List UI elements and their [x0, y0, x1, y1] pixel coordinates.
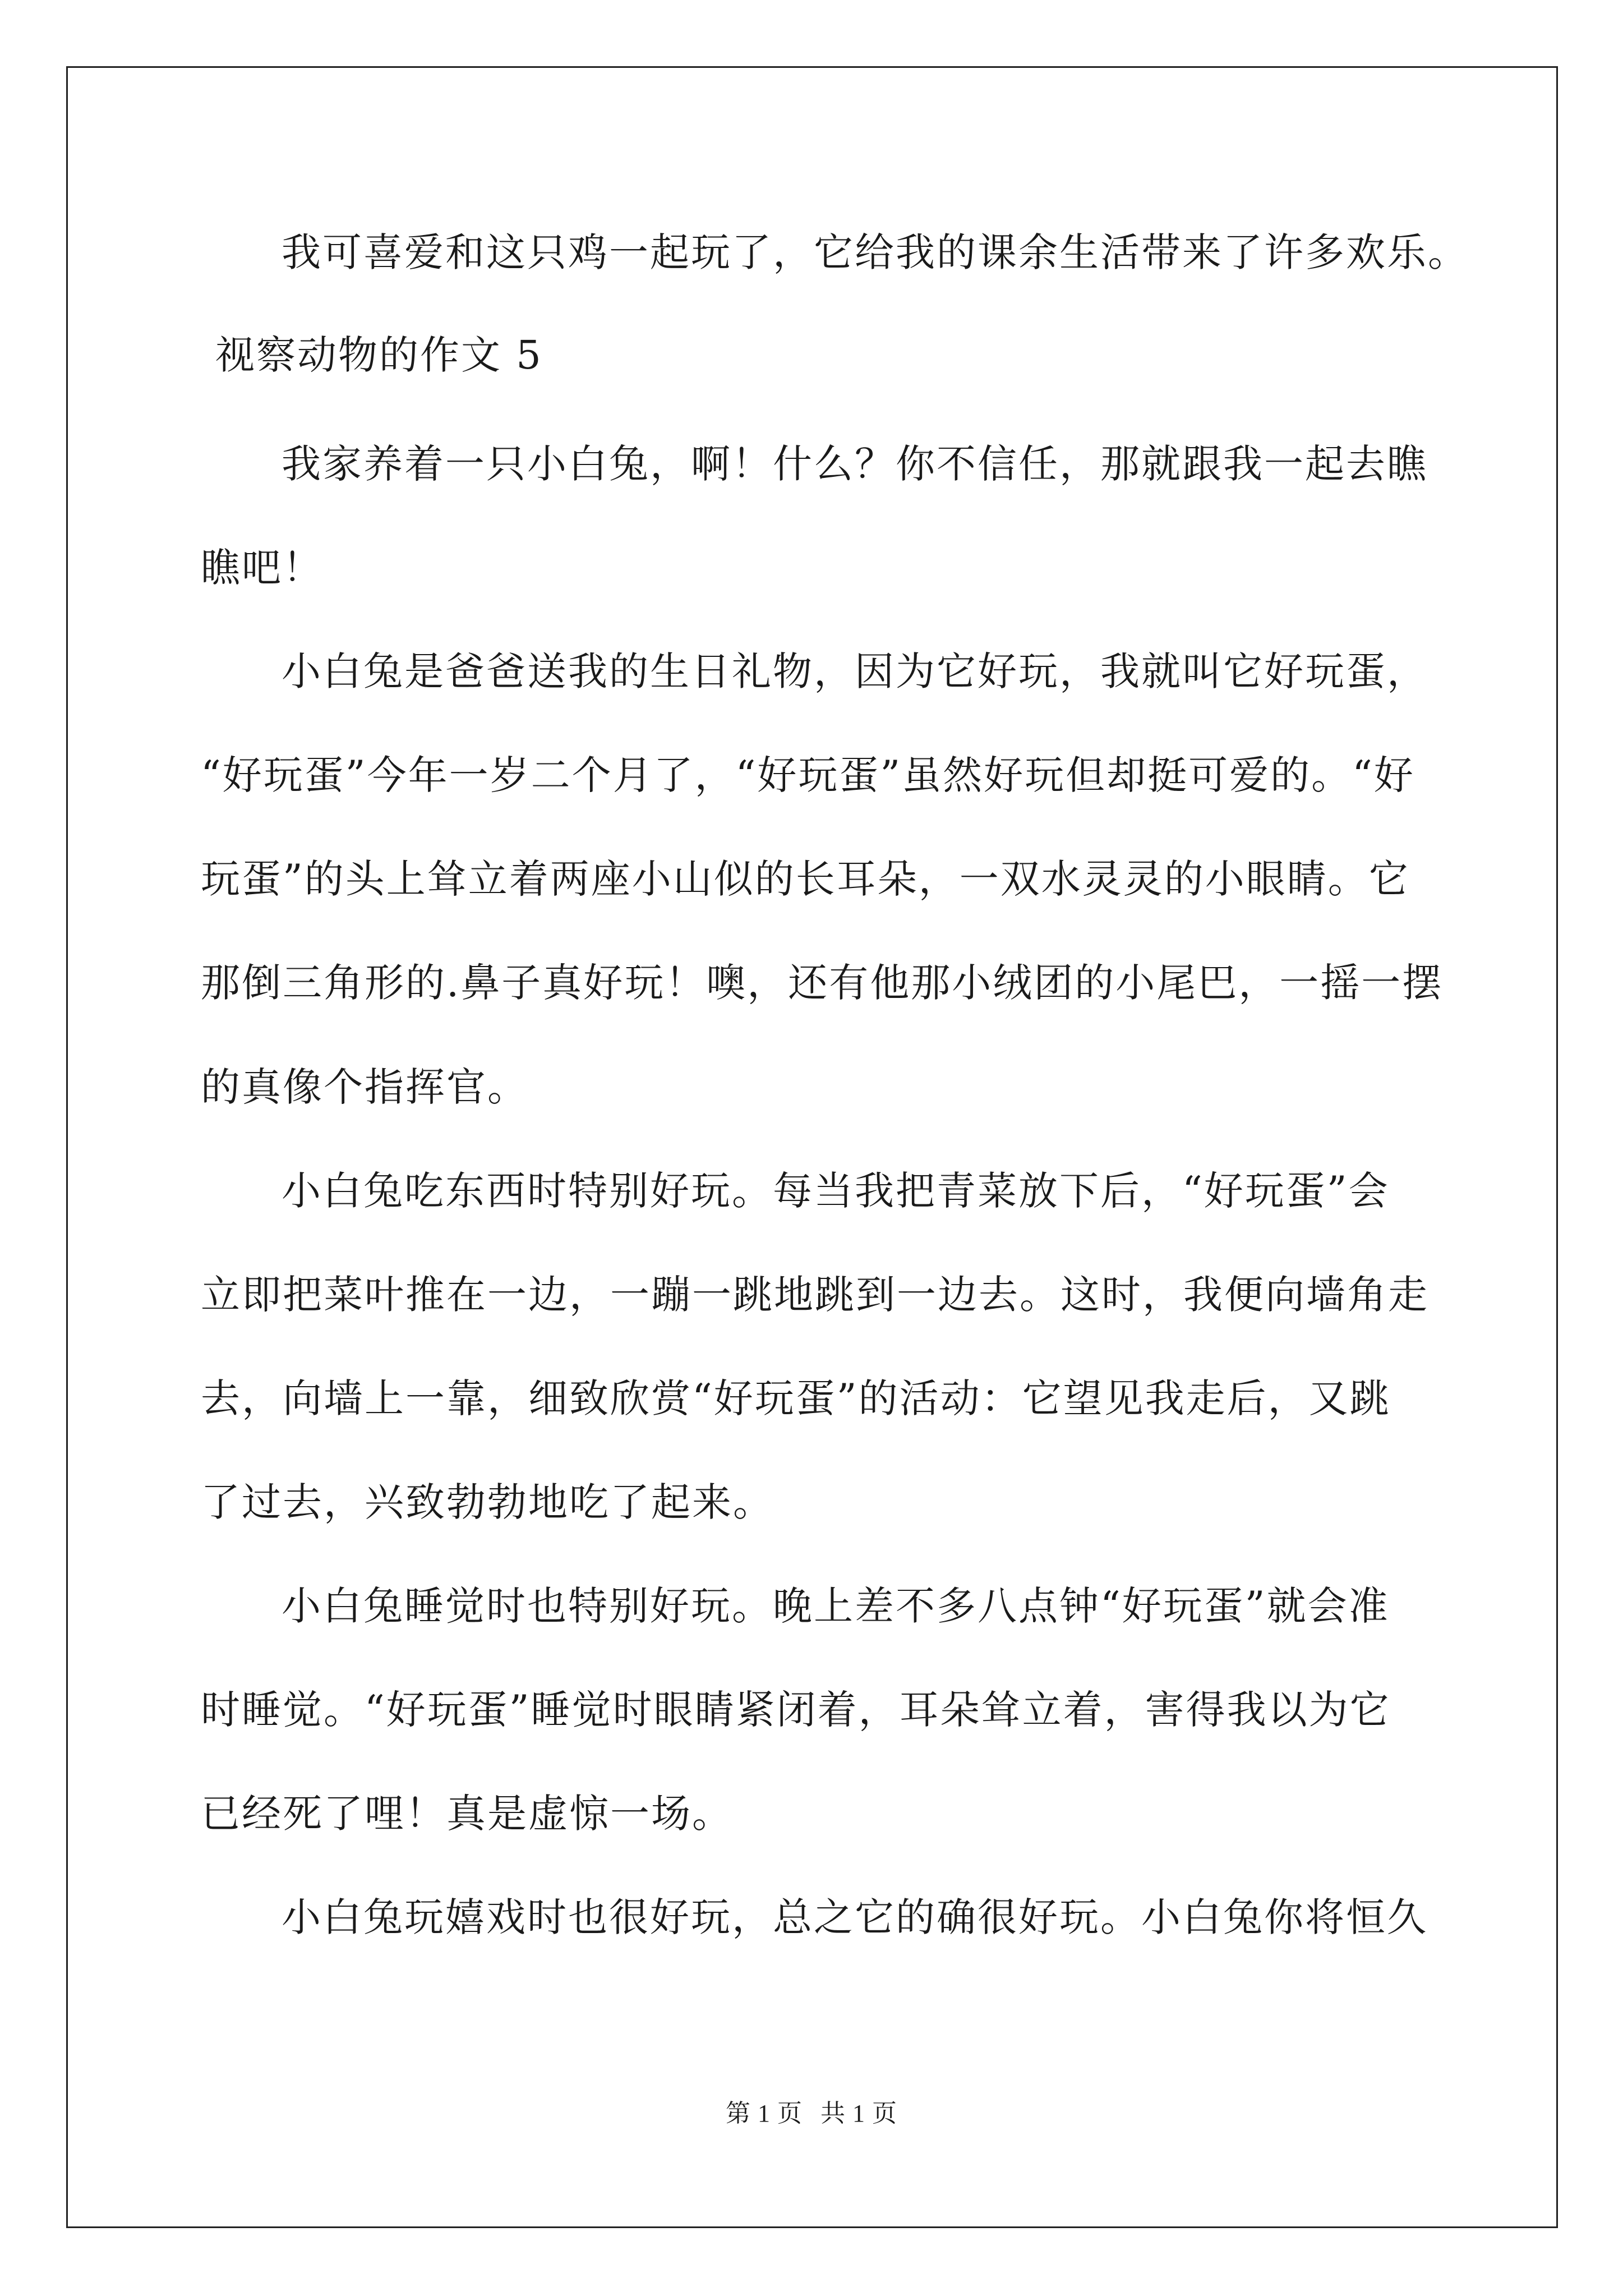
page-number-current: 第 1 页: [726, 2100, 803, 2127]
paragraph-line: 玩蛋”的头上耸立着两座小山似的长耳朵，一双水灵灵的小眼睛。它: [201, 856, 1410, 902]
paragraph-line: 已经死了哩！真是虚惊一场。: [201, 1791, 733, 1837]
page-footer: [0, 2098, 1623, 2129]
paragraph-line: 时睡觉。“好玩蛋”睡觉时眼睛紧闭着，耳朵耸立着，害得我以为它: [201, 1687, 1391, 1733]
paragraph-line: 的真像个指挥官。: [201, 1064, 528, 1110]
paragraph-line: 小白兔玩嬉戏时也很好玩，总之它的确很好玩。小白兔你将恒久: [282, 1894, 1428, 1940]
page-number-total: 共 1 页: [820, 2100, 897, 2127]
paragraph-line: 去，向墙上一靠，细致欣赏“好玩蛋”的活动：它望见我走后，又跳: [201, 1375, 1391, 1421]
paragraph-line: 我可喜爱和这只鸡一起玩了，它给我的课余生活带来了许多欢乐。: [282, 229, 1469, 275]
paragraph-line: 立即把菜叶推在一边，一蹦一跳地跳到一边去。这时，我便向墙角走: [201, 1272, 1429, 1318]
paragraph-line: 我家养着一只小白兔，啊！什么？你不信任，那就跟我一起去瞧: [282, 441, 1428, 487]
paragraph-line: 瞧吧！: [201, 545, 324, 591]
paragraph-line: 小白兔吃东西时特别好玩。每当我把青菜放下后，“好玩蛋”会: [282, 1168, 1390, 1214]
paragraph-line: 那倒三角形的.鼻子真好玩！噢，还有他那小绒团的小尾巴，一摇一摆: [201, 960, 1444, 1006]
paragraph-line: 小白兔睡觉时也特别好玩。晚上差不多八点钟“好玩蛋”就会准: [282, 1583, 1390, 1629]
section-heading: 视察动物的作文 5: [215, 332, 543, 378]
paragraph-line: 了过去，兴致勃勃地吃了起来。: [201, 1479, 774, 1525]
paragraph-line: “好玩蛋”今年一岁二个月了，“好玩蛋”虽然好玩但却挺可爱的。“好: [201, 752, 1415, 798]
paragraph-line: 小白兔是爸爸送我的生日礼物，因为它好玩，我就叫它好玩蛋，: [282, 648, 1428, 694]
